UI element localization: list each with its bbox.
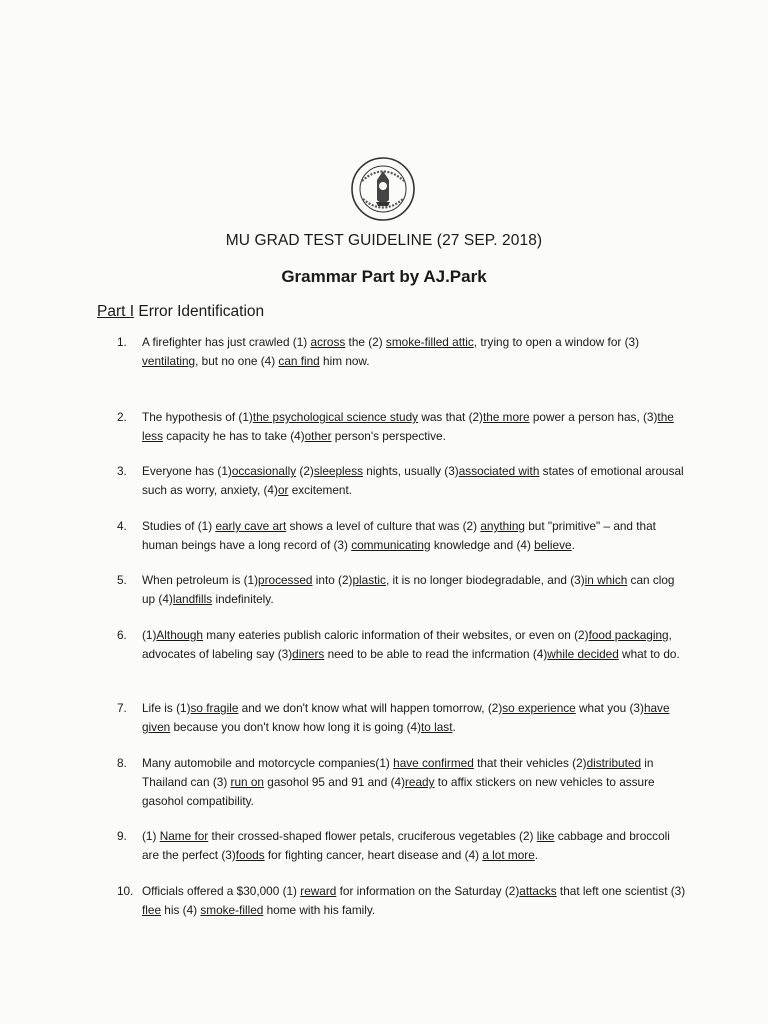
question-text-segment: to affix stickers on new vehicles to assure gasohol compatibility. bbox=[142, 775, 655, 808]
question-text-segment: (1) bbox=[142, 829, 160, 843]
answer-option: run on bbox=[230, 775, 264, 789]
answer-option: foods bbox=[235, 848, 265, 862]
document-subtitle: Grammar Part by AJ.Park bbox=[281, 267, 487, 286]
question-text-segment: excitement. bbox=[288, 483, 353, 497]
question-text-segment: cabbage and broccoli are the perfect (3) bbox=[142, 829, 670, 862]
answer-option: so fragile bbox=[190, 701, 239, 715]
answer-option: so experience bbox=[502, 701, 576, 715]
question-text bbox=[142, 699, 690, 737]
question-text-segment: Everyone has (1) bbox=[142, 464, 232, 478]
answer-option: the more bbox=[482, 410, 530, 424]
answer-option: plastic bbox=[352, 573, 386, 587]
question-text-segment: When petroleum is (1) bbox=[142, 573, 259, 587]
answer-option: the less bbox=[142, 410, 674, 443]
answer-option: believe bbox=[534, 538, 572, 552]
question-text-segment: many eateries publish caloric information of their websites, or even on (2) bbox=[203, 628, 589, 642]
question-text-segment: power a person has, (3) bbox=[529, 410, 658, 424]
question-text-segment: The hypothesis of (1) bbox=[142, 410, 253, 424]
question-text bbox=[142, 827, 690, 865]
question-text bbox=[142, 408, 690, 446]
answer-option: can find bbox=[278, 354, 320, 368]
question-text-segment: nights, usually (3) bbox=[363, 464, 459, 478]
answer-option: have given bbox=[142, 701, 670, 734]
answer-option: smoke-filled bbox=[200, 903, 264, 917]
question-text-segment: . bbox=[534, 848, 539, 862]
question-number: 3. bbox=[117, 464, 127, 478]
question-text-segment: knowledge and (4) bbox=[430, 538, 535, 552]
answer-option: processed bbox=[258, 573, 313, 587]
question-text-segment: can clog up (4) bbox=[142, 573, 675, 606]
question-text-segment: him now. bbox=[319, 354, 370, 368]
question-text-segment: , advocates of labeling say (3) bbox=[142, 628, 672, 661]
question-text-segment: person's perspective. bbox=[331, 429, 446, 443]
question-text-segment: . bbox=[571, 538, 575, 552]
section-heading bbox=[97, 303, 264, 321]
question-text-segment: their crossed-shaped flower petals, cruciferous vegetables (2) bbox=[208, 829, 537, 843]
question-number: 10. bbox=[117, 884, 134, 898]
answer-option: associated with bbox=[458, 464, 540, 478]
question-text bbox=[142, 626, 690, 664]
answer-option: ready bbox=[405, 775, 435, 789]
question-number: 4. bbox=[117, 519, 127, 533]
question-text-segment: Many automobile and motorcycle companies(1) bbox=[142, 756, 394, 770]
question-number: 6. bbox=[117, 628, 127, 642]
question-text bbox=[142, 882, 690, 920]
answer-option: a lot more bbox=[482, 848, 535, 862]
answer-option: occasionally bbox=[231, 464, 297, 478]
question-text-segment: that left one scientist (3) bbox=[556, 884, 686, 898]
question-text-segment: for fighting cancer, heart disease and (4) bbox=[264, 848, 483, 862]
question-text-segment: capacity he has to take (4) bbox=[162, 429, 305, 443]
question-text-segment: need to be able to read the infcrmation (4) bbox=[324, 647, 548, 661]
document-title: MU GRAD TEST GUIDELINE (27 SEP. 2018) bbox=[225, 232, 543, 249]
question-text-segment: what you (3) bbox=[575, 701, 644, 715]
question-text-segment: (1) bbox=[142, 628, 157, 642]
question-text-segment: A firefighter has just crawled (1) bbox=[142, 335, 311, 349]
answer-option: early cave art bbox=[215, 519, 287, 533]
answer-option: diners bbox=[292, 647, 325, 661]
question-number: 8. bbox=[117, 756, 127, 770]
question-text-segment: because you don't know how long it is going (4) bbox=[170, 720, 421, 734]
question-text-segment: Life is (1) bbox=[142, 701, 191, 715]
section-part-label: Part I bbox=[97, 303, 135, 320]
question-text-segment: indefinitely. bbox=[212, 592, 274, 606]
question-text bbox=[142, 462, 690, 500]
answer-option: in which bbox=[584, 573, 628, 587]
question-text-segment: his (4) bbox=[161, 903, 201, 917]
question-text-segment: into (2) bbox=[312, 573, 353, 587]
answer-option: anything bbox=[480, 519, 525, 533]
answer-option: while decided bbox=[547, 647, 619, 661]
question-text-segment: Studies of (1) bbox=[142, 519, 216, 533]
question-text-segment: was that (2) bbox=[418, 410, 483, 424]
question-text-segment: home with his family. bbox=[263, 903, 376, 917]
answer-option: Although bbox=[156, 628, 203, 642]
answer-option: to last bbox=[421, 720, 453, 734]
question-number: 2. bbox=[117, 410, 127, 424]
answer-option: like bbox=[536, 829, 555, 843]
question-number: 9. bbox=[117, 829, 127, 843]
answer-option: attacks bbox=[519, 884, 557, 898]
question-text bbox=[142, 517, 690, 555]
question-text-segment: but "primitive" – and that human beings have a long record of (3) bbox=[142, 519, 656, 552]
answer-option: or bbox=[277, 483, 289, 497]
question-text-segment: that their vehicles (2) bbox=[473, 756, 587, 770]
answer-option: food packaging bbox=[588, 628, 669, 642]
question-text-segment: the (2) bbox=[345, 335, 386, 349]
question-number: 1. bbox=[117, 335, 127, 349]
answer-option: smoke-filled attic bbox=[385, 335, 474, 349]
question-text-segment: in Thailand can (3) bbox=[142, 756, 654, 789]
question-text bbox=[142, 571, 690, 609]
question-text-segment: and we don't know what will happen tomorrow, (2) bbox=[238, 701, 503, 715]
question-text-segment: Officials offered a $30,000 (1) bbox=[142, 884, 301, 898]
answer-option: distributed bbox=[586, 756, 642, 770]
answer-option: other bbox=[304, 429, 332, 443]
question-text-segment: what to do. bbox=[618, 647, 680, 661]
section-name: Error Identification bbox=[134, 303, 265, 320]
question-text-segment: states of emotional arousal such as worry, anxiety, (4) bbox=[142, 464, 684, 497]
question-text-segment: shows a level of culture that was (2) bbox=[286, 519, 481, 533]
answer-option: ventilating bbox=[142, 354, 196, 368]
answer-option: across bbox=[310, 335, 346, 349]
question-text-segment: for information on the Saturday (2) bbox=[336, 884, 520, 898]
question-text-segment: , but no one (4) bbox=[195, 354, 279, 368]
question-text bbox=[142, 333, 690, 371]
question-text-segment: , it is no longer biodegradable, and (3) bbox=[385, 573, 585, 587]
question-text-segment: (2) bbox=[296, 464, 314, 478]
answer-option: the psychological science study bbox=[252, 410, 419, 424]
answer-option: flee bbox=[142, 903, 162, 917]
answer-option: sleepless bbox=[313, 464, 363, 478]
answer-option: communicating bbox=[351, 538, 431, 552]
answer-option: have confirmed bbox=[393, 756, 474, 770]
question-text bbox=[142, 754, 690, 811]
answer-option: reward bbox=[300, 884, 337, 898]
question-text-segment: gasohol 95 and 91 and (4) bbox=[263, 775, 405, 789]
question-text-segment: . bbox=[452, 720, 456, 734]
question-number: 7. bbox=[117, 701, 127, 715]
question-number: 5. bbox=[117, 573, 127, 587]
university-seal-icon bbox=[350, 156, 416, 222]
answer-option: Name for bbox=[159, 829, 209, 843]
question-text-segment: , trying to open a window for (3) bbox=[473, 335, 640, 349]
answer-option: landfills bbox=[172, 592, 213, 606]
